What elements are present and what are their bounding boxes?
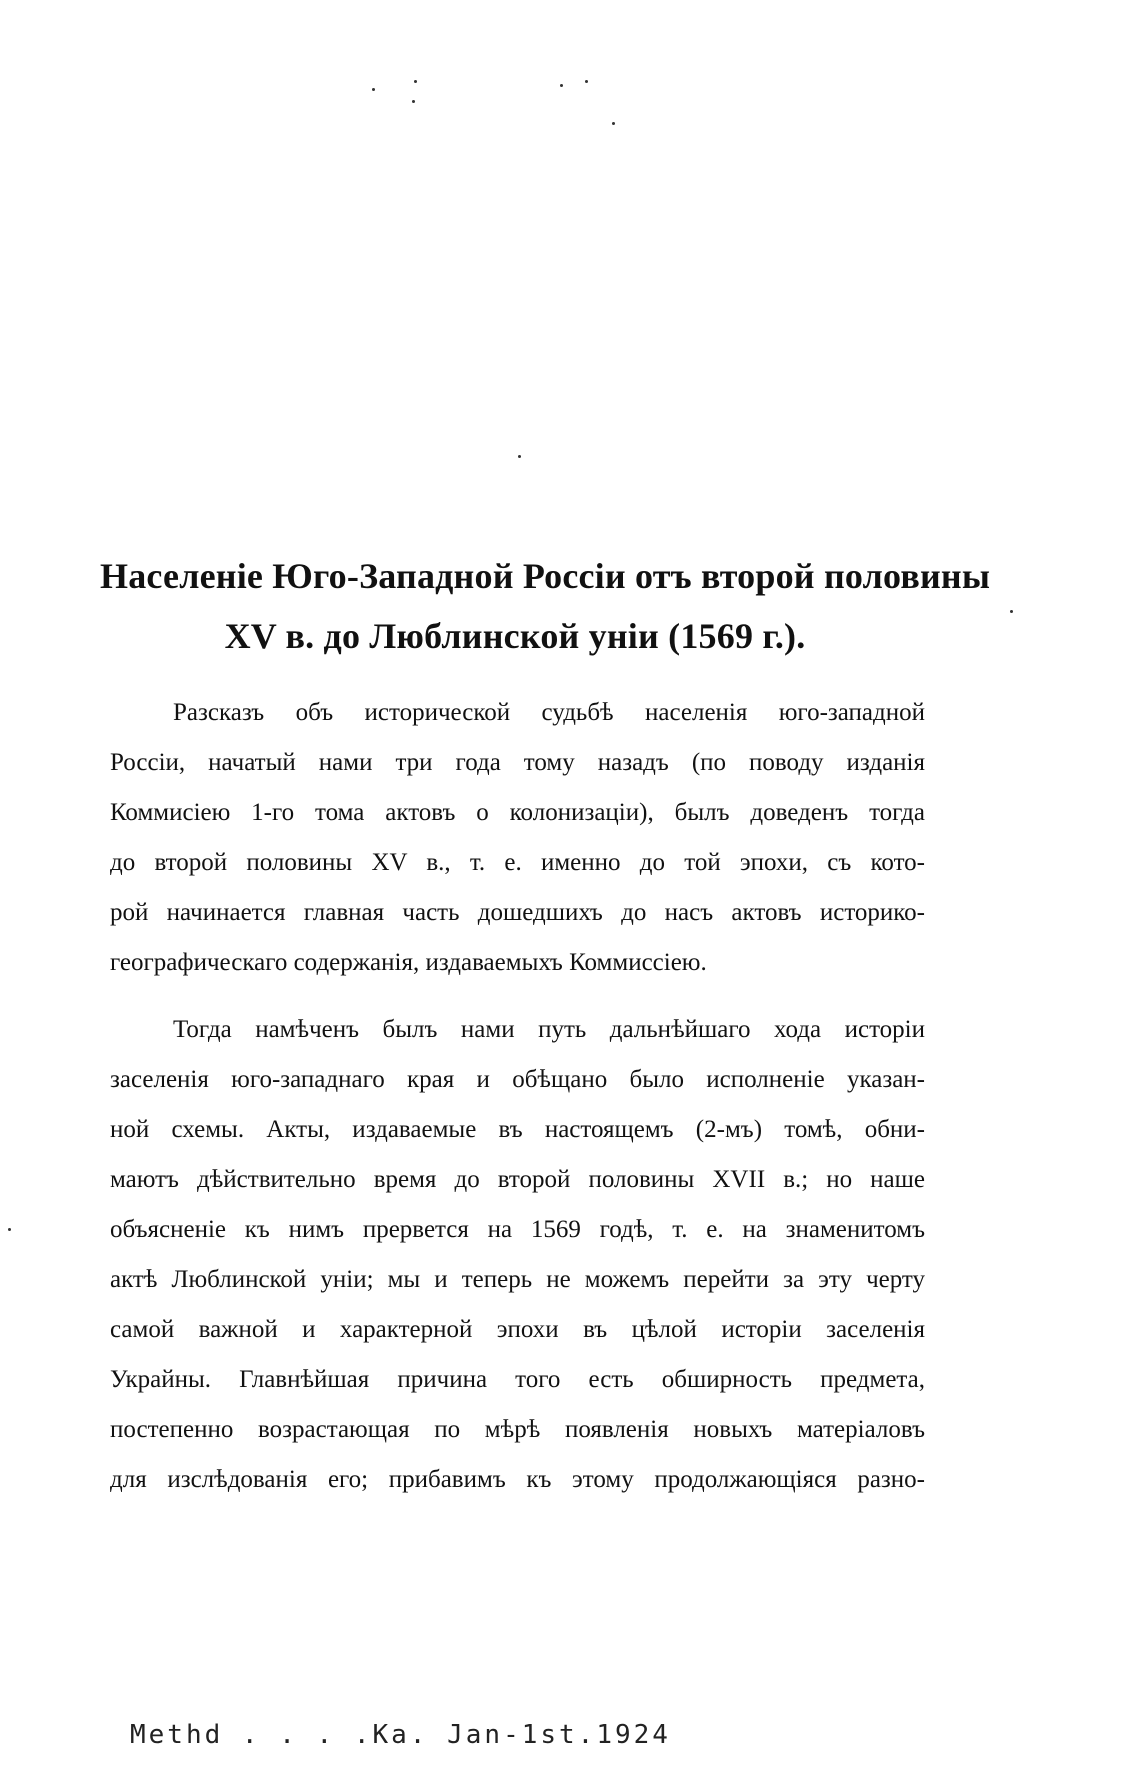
title-line-1: Населеніе Юго-Западной Россіи отъ второй половины [100,556,991,597]
text-line: Разсказъ объ исторической судьбѣ населенія юго-западной [173,699,925,726]
scan-speck [560,84,563,87]
scan-speck [518,455,521,458]
text-line: до второй половины XV в., т. е. именно до той эпохи, съ кото- [110,849,925,876]
body-text [110,688,925,1505]
text-line: Коммисіею 1-го тома актовъ о колонизаціи), былъ доведенъ тогда [110,799,925,826]
text-line: для изслѣдованія его; прибавимъ къ этому продолжающіяся разно- [110,1466,925,1493]
text-line: Украйны. Главнѣйшая причина того есть обширность предмета, [110,1366,925,1393]
text-line: заселенія юго-западнаго края и обѣщано было исполненіе указан- [110,1066,925,1093]
scan-speck [1010,610,1013,613]
text-line: географическаго содержанія, издаваемыхъ Коммиссіею. [110,949,707,976]
text-line: объясненіе къ нимъ прервется на 1569 годѣ, т. е. на знаменитомъ [110,1216,925,1243]
scan-speck [612,122,615,125]
text-line: Тогда намѣченъ былъ нами путь дальнѣйшаго хода исторіи [173,1016,925,1043]
text-line: маютъ дѣйствительно время до второй половины XVII в.; но наше [110,1166,925,1193]
text-line: ной схемы. Акты, издаваемые въ настоящемъ (2-мъ) томѣ, обни- [110,1116,925,1143]
text-line: Россіи, начатый нами три года тому назадъ (по поводу изданія [110,749,925,776]
scan-speck [412,100,415,103]
page-title [100,546,991,666]
scan-speck [585,80,588,83]
library-stamp: Methd . . . .Ka. Jan-1st.1924 [130,1720,671,1750]
scan-speck [414,80,417,83]
text-line: рой начинается главная часть дошедшихъ до насъ актовъ историко- [110,899,925,926]
text-line: актѣ Люблинской уніи; мы и теперь не можемъ перейти за эту черту [110,1266,925,1293]
paragraph-2 [110,1005,925,1505]
text-line: самой важной и характерной эпохи въ цѣлой исторіи заселенія [110,1316,925,1343]
scan-speck [8,1228,11,1231]
scan-speck [372,88,375,91]
text-line: постепенно возрастающая по мѣрѣ появленія новыхъ матеріаловъ [110,1416,925,1443]
paragraph-1 [110,688,925,988]
title-line-2: XV в. до Люблинской уніи (1569 г.). [224,616,806,657]
